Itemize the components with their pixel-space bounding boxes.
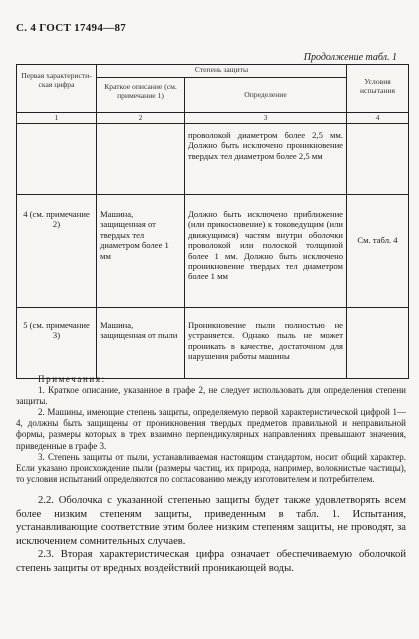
- col2-header: Краткое описание (см. примечание 1): [97, 78, 185, 113]
- row-digit: 4 (см. примечание 2): [17, 195, 97, 308]
- row-short: [97, 124, 185, 195]
- group-header: Степень защиты: [97, 65, 347, 78]
- note-item: 3. Степень защиты от пыли, устанавливаемая настоящим стандартом, носит общий характер. Если указано происхождение пыли (размеры частиц, их природа, например, волокнистые частицы), то условия испытаний определяются по согласованию между изготовителем и потребителем.: [16, 451, 406, 484]
- note-item: 1. Краткое описание, указанное в графе 2, не следует использовать для определения степени защиты.: [16, 385, 406, 407]
- row-short: Машина, защищенная от пыли: [97, 308, 185, 379]
- note-item: 2. Машины, имеющие степень защиты, определяемую первой характеристической цифрой 1—4, должны быть защищены от проникновения твердых предметов правильной и неправильной формы, размеры которых в трех взаимно перпендикулярных направлениях превышают значения, приведенные в графе 3.: [16, 407, 406, 451]
- protection-table: [16, 64, 409, 379]
- notes-title: Примечания:: [38, 374, 106, 384]
- row-digit: [17, 124, 97, 195]
- row-digit: 5 (см. примечание 3): [17, 308, 97, 379]
- row-test: См. табл. 4: [347, 195, 409, 308]
- table-row: [17, 124, 409, 195]
- body-text: [16, 494, 406, 576]
- notes-section: [16, 374, 406, 485]
- row-definition: Должно быть исключено приближение (или прикосновение) к токоведущим (или движущимся) частям внутри оболочки проволокой или полоской толщиной более 1 мм. Должно быть исключено проникновение твердых тел диаметром более 1 мм: [185, 195, 347, 308]
- col-number-4: 4: [347, 113, 409, 124]
- col3-header: Определение: [185, 78, 347, 113]
- paragraph-2-2: 2.2. Оболочка с указанной степенью защиты будет также удовлетворять всем более низким степеням защиты, приведенным в табл. 1. Испытания, устанавливающие соответствие этим более низким степеням защиты, не проводят, за исключением сомнительных случаев.: [16, 495, 406, 547]
- col-number-3: 3: [185, 113, 347, 124]
- row-test: [347, 124, 409, 195]
- col-number-2: 2: [97, 113, 185, 124]
- continuation-label: Продолжение табл. 1: [303, 52, 397, 63]
- row-test: [347, 308, 409, 379]
- row-definition: Проникновение пыли полностью не устраняется. Однако пыль не может проникать в качестве, достаточном для нарушения работы машины: [185, 308, 347, 379]
- col1-header: Первая характеристи-ская цифра: [17, 65, 97, 113]
- table-row: [17, 308, 409, 379]
- page-header: С. 4 ГОСТ 17494—87: [16, 22, 127, 34]
- row-short: Машина, защищенная от твердых тел диаметром более 1 мм: [97, 195, 185, 308]
- row-definition: проволокой диаметром более 2,5 мм. Должно быть исключено проникновение твердых тел диаметром более 2,5 мм: [185, 124, 347, 195]
- col-number-1: 1: [17, 113, 97, 124]
- table-row: [17, 195, 409, 308]
- col4-header: Условия испытания: [347, 65, 409, 113]
- paragraph-2-3: 2.3. Вторая характеристическая цифра означает обеспечиваемую оболочкой степень защиты от вредных воздействий проникающей воды.: [16, 549, 406, 574]
